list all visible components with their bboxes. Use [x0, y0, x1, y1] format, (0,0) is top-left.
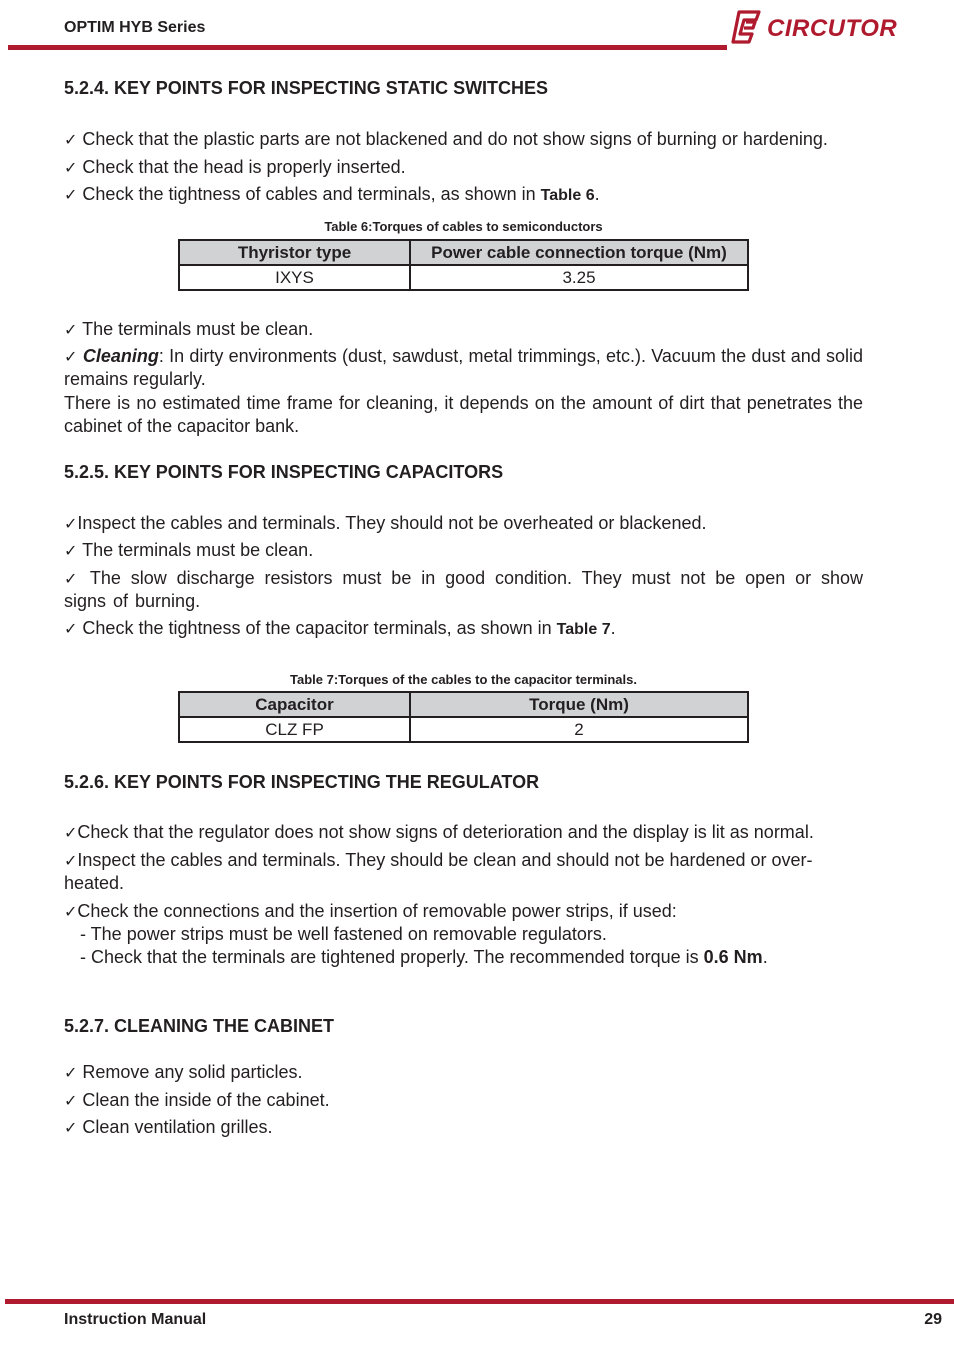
section-heading-5-2-7: 5.2.7. CLEANING THE CABINET: [64, 1016, 335, 1036]
section-heading-5-2-5: 5.2.5. KEY POINTS FOR INSPECTING CAPACITORS: [64, 462, 504, 482]
check-icon: ✓: [64, 541, 78, 560]
bullet-text: Clean ventilation grilles.: [82, 1117, 273, 1137]
check-icon: ✓: [64, 185, 78, 204]
footer-rule: [5, 1299, 954, 1304]
check-icon: ✓: [64, 851, 78, 870]
check-icon: ✓: [64, 619, 78, 638]
bullet-regulator-cables: [64, 849, 863, 895]
table-header-cell: Torque (Nm): [410, 692, 748, 717]
table-header-cell: Power cable connection torque (Nm): [410, 240, 748, 265]
table-header-cell: Thyristor type: [179, 240, 410, 265]
cleaning-label: Cleaning: [82, 346, 159, 366]
bullet-text-end: .: [610, 618, 616, 638]
table-7-reference: Table 7: [556, 621, 611, 638]
sub-item-power-strips-fastened: - The power strips must be well fastened on removable regulators.: [80, 924, 607, 944]
circutor-logo: [729, 8, 909, 46]
bullet-clean-inside: [64, 1089, 863, 1112]
check-icon: ✓: [64, 823, 78, 842]
table-7-caption: Table 7:Torques of the cables to the capacitor terminals.: [290, 672, 637, 687]
bullet-text: Check the connections and the insertion of removable power strips, if used:: [77, 901, 677, 921]
bullet-plastic-parts: [64, 128, 863, 151]
check-icon: ✓: [64, 1091, 78, 1110]
check-icon: ✓: [64, 902, 78, 921]
table-6: [178, 239, 749, 291]
check-icon: ✓: [64, 158, 78, 177]
header-series-title: OPTIM HYB Series: [64, 19, 206, 36]
check-icon: ✓: [64, 514, 78, 533]
bullet-text: Check the tightness of the capacitor terminals, as shown in: [82, 618, 557, 638]
bullet-text: Clean the inside of the cabinet.: [82, 1090, 330, 1110]
check-icon: ✓: [64, 569, 81, 588]
bullet-regulator-deterioration: [64, 821, 863, 844]
table-header-row: [179, 240, 748, 265]
check-icon: ✓: [64, 1063, 78, 1082]
bullet-text: : In dirty environments (dust, sawdust, metal trimmings, etc.). Vacuum the dust and solid remains regularly.: [64, 346, 863, 389]
logo-brand-text: CIRCUTOR: [767, 15, 898, 42]
header-rule: [8, 45, 727, 50]
cleaning-note: There is no estimated time frame for cleaning, it depends on the amount of dirt that penetrates the cabinet of the capacitor bank.: [64, 393, 863, 436]
check-icon: ✓: [64, 320, 78, 339]
footer-manual-title: Instruction Manual: [64, 1311, 207, 1328]
bullet-tightness-cables: [64, 183, 863, 207]
bullet-power-strips: [64, 900, 863, 923]
bullet-inspect-cables: [64, 512, 863, 535]
bullet-terminals-clean: [64, 539, 863, 562]
table-row: [179, 717, 748, 742]
bullet-text: Remove any solid particles.: [82, 1062, 303, 1082]
page-number: 29: [924, 1311, 942, 1328]
torque-value: 0.6 Nm: [703, 947, 763, 967]
bullet-text: The slow discharge resistors must be in good condition. They must not be open or show signs of burning.: [64, 568, 863, 611]
table-cell: 2: [410, 717, 748, 742]
table-header-cell: Capacitor: [179, 692, 410, 717]
table-cell: CLZ FP: [179, 717, 410, 742]
bullet-text: The terminals must be clean.: [82, 540, 314, 560]
table-7: [178, 691, 749, 743]
bullet-discharge-resistors: [64, 567, 863, 613]
table-header-row: [179, 692, 748, 717]
bullet-text: Inspect the cables and terminals. They should not be overheated or blackened.: [77, 513, 707, 533]
table-row: [179, 265, 748, 290]
section-heading-5-2-6: 5.2.6. KEY POINTS FOR INSPECTING THE REGULATOR: [64, 772, 540, 792]
bullet-text-end: .: [594, 184, 600, 204]
bullet-remove-particles: [64, 1061, 863, 1084]
bullet-terminals-clean: [64, 318, 863, 341]
sub-item-terminal-torque: [64, 946, 879, 969]
check-icon: ✓: [64, 347, 78, 366]
table-cell: IXYS: [179, 265, 410, 290]
section-heading-5-2-4: 5.2.4. KEY POINTS FOR INSPECTING STATIC SWITCHES: [64, 78, 549, 98]
bullet-text: The terminals must be clean.: [82, 319, 314, 339]
circutor-logo-mark: [729, 8, 909, 46]
bullet-capacitor-terminals: [64, 617, 863, 641]
bullet-text: Inspect the cables and terminals. They should be clean and should not be hardened or over-heated.: [64, 850, 813, 893]
table-6-reference: Table 6: [540, 187, 595, 204]
bullet-text: Check that the regulator does not show signs of deterioration and the display is lit as normal.: [77, 822, 814, 842]
bullet-head-inserted: [64, 156, 863, 179]
bullet-text: Check that the head is properly inserted.: [82, 157, 406, 177]
table-cell: 3.25: [410, 265, 748, 290]
bullet-text: Check that the plastic parts are not blackened and do not show signs of burning or hardening.: [82, 129, 828, 149]
bullet-text: Check the tightness of cables and terminals, as shown in: [82, 184, 541, 204]
table-6-caption: Table 6:Torques of cables to semiconductors: [324, 219, 603, 234]
bullet-cleaning: [64, 345, 863, 391]
sub-item-text-end: .: [762, 947, 768, 967]
check-icon: ✓: [64, 130, 78, 149]
check-icon: ✓: [64, 1118, 78, 1137]
sub-item-text: - Check that the terminals are tightened properly. The recommended torque is: [80, 947, 704, 967]
bullet-clean-grilles: [64, 1116, 863, 1139]
